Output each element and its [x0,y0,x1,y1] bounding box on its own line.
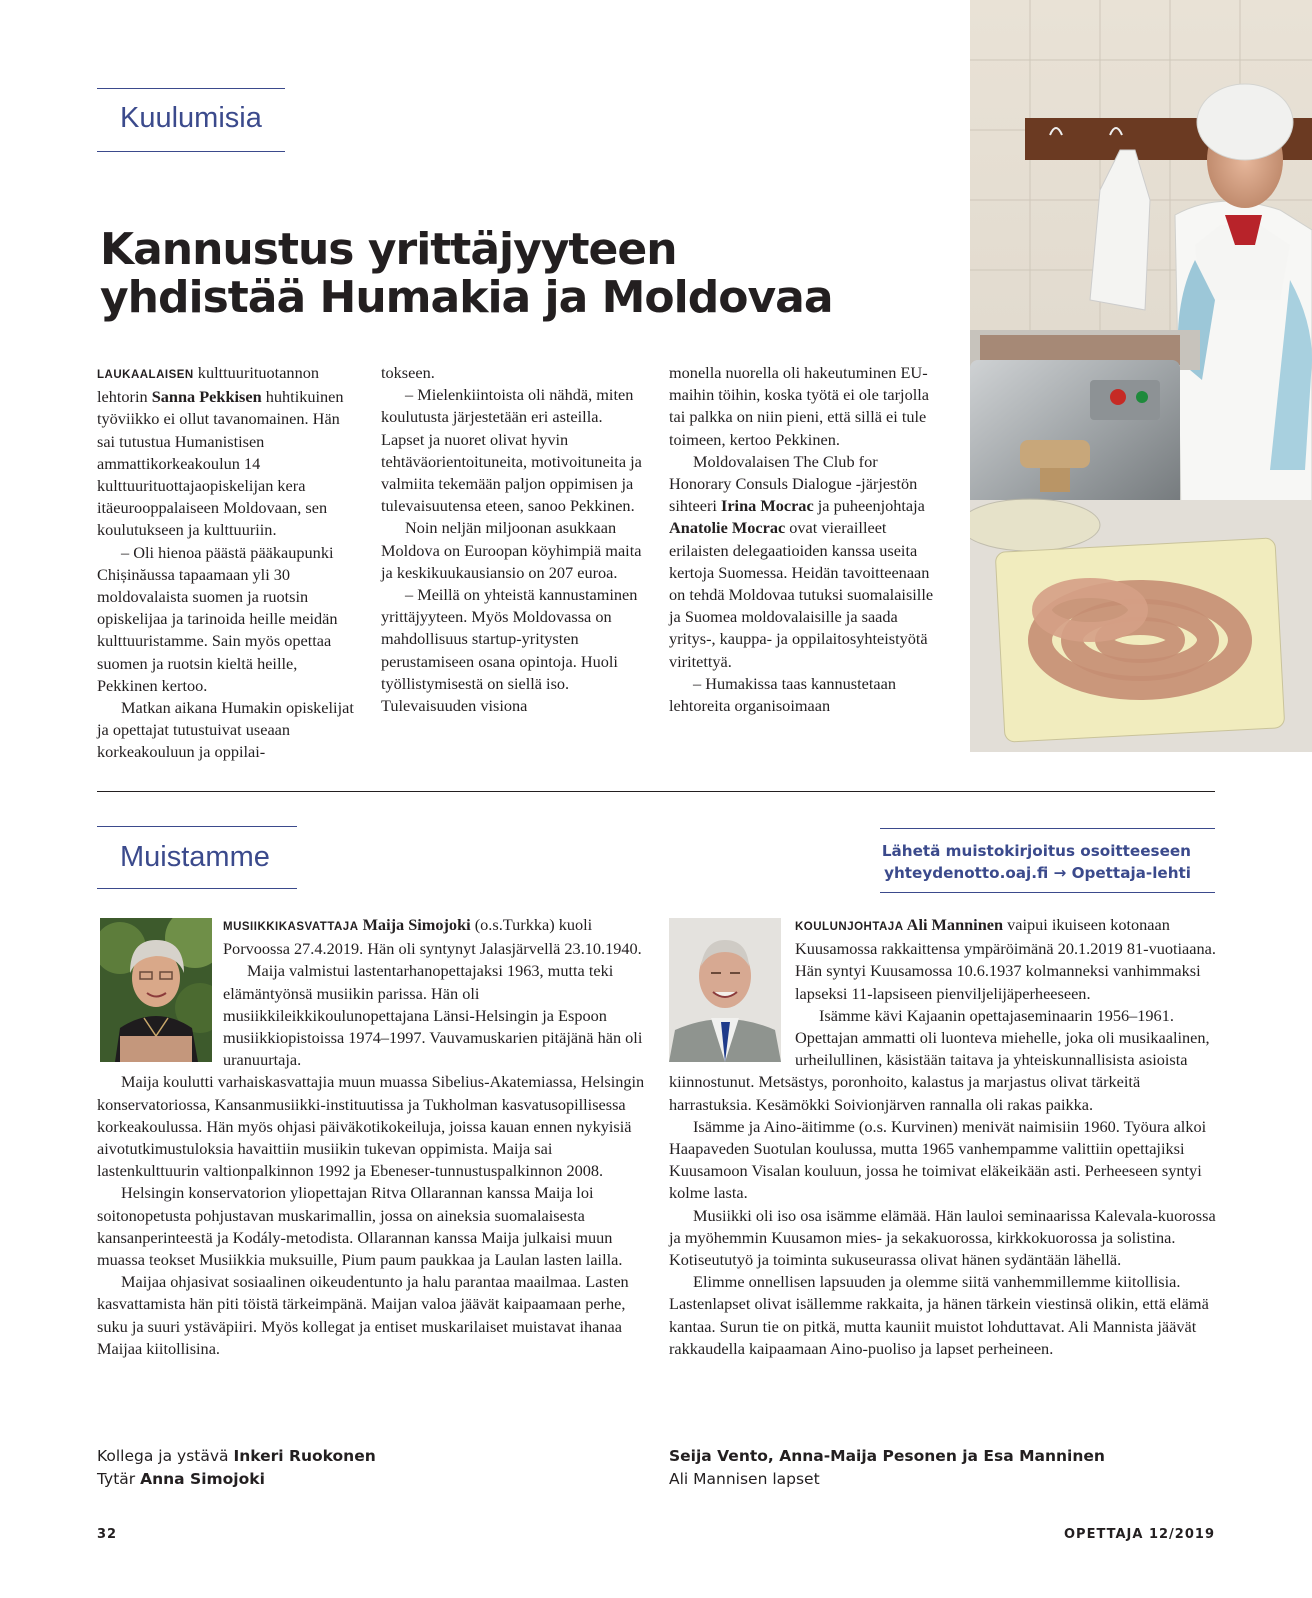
text-span: Tytär [97,1469,141,1488]
article-paragraph: – Meillä on yhteistä kannustaminen yrittäjyyteen. Myös Moldovassa on mahdollisuus startup-yritysten perustamiseen osana opintoja. Huoli työllistymisestä on siellä iso. Tulevaisuuden visiona [381,585,638,716]
section-label-kuulumisia: Kuulumisia [120,102,262,134]
article-headline [100,226,920,322]
notice-text [882,840,1191,884]
obituary-paragraph: Isämme kävi Kajaanin opettajaseminaarin 1956–1961. Opettajan ammatti oli luonteva miehelle, joka oli musikaalinen, urheilullinen, käsistään taitava ja yhteiskunnallisista asioista kiinnostunut. Metsästys, poronhoito, kalastus ja marjastus olivat tärkeitä harrastuksia. Kesämökki Soivionjärven rannalla oli rakas paikka. [669,1005,1210,1114]
obituary-right [669,914,1217,1360]
portrait-space [669,914,795,1067]
person-name: Anatolie Mocrac [669,518,786,538]
signature-line-1 [97,1445,376,1468]
obituary-paragraph: Isämme ja Aino-äitimme (o.s. Kurvinen) menivät naimisiin 1960. Työura alkoi Haapaveden Suotulan koulussa, mutta 1965 vanhempamme valittiin opettajiksi Kuusamoon Visalan kouluun, jossa he toimivat eläkeikään asti. Perheeseen syntyi kolme lasta. [669,1116,1207,1203]
article-paragraph: Noin neljän miljoonan asukkaan Moldova on Euroopan köyhimpiä maita ja keskikuukausiansio on 207 euroa. [381,518,642,582]
article-paragraph [97,362,357,542]
lead-word: KOULUNJOHTAJA [795,921,904,933]
article-paragraph: – Humakissa taas kannustetaan lehtoreita organisoimaan [669,673,897,716]
text-span: vaipui ikuiseen kotonaan Kuusamossa rakkaittensa ympäröimänä 20.1.2019 81-vuotiaana. Hän syntyi Kuusamossa 10.6.1937 kolmanneksi vanhimmaksi lapseksi 11-lapsiseen pienviljelijäperheeseen. [795,915,1216,1003]
magazine-issue: OPETTAJA 12/2019 [1064,1527,1215,1542]
page-number: 32 [97,1527,118,1542]
notice-line-1: Lähetä muistokirjoitus osoitteeseen [881,842,1191,860]
person-name: Anna Simojoki [140,1469,265,1488]
obituary-paragraph: Musiikki oli iso osa isämme elämää. Hän lauloi seminaarissa Kalevala-kuorossa ja myöhemmin Kuusamon mies- ja sekakuorossa, kirkkokuorossa ja solistina. Kotiseututyö ja toiminta sukuseurassa olivat hänen sydäntään lähellä. [669,1205,1216,1270]
signature-line-2 [97,1468,376,1491]
headline-line-2: yhdistää Humakia ja Moldovaa [100,272,833,323]
article-paragraph: – Mielenkiintoista oli nähdä, miten koulutusta järjestetään eri asteilla. Lapset ja nuoret olivat hyvin tehtäväorientoituneita, motivoituneita ja valmiita tekemään paljon oppimisen ja tulevaisuutensa eteen, sanoo Pekkinen. [381,385,642,516]
obituary-left-signature [97,1445,376,1490]
article-paragraph [669,451,937,673]
text-span: ja puheenjohtaja [813,496,925,516]
person-name: Inkeri Ruokonen [233,1447,376,1465]
headline-line-1: Kannustus yrittäjyyteen [100,224,677,275]
person-name: Ali Manninen [903,915,1004,934]
obituary-submission-notice [880,828,1215,893]
memorial-rule-top [97,826,297,827]
memorial-rule-bottom [97,888,297,889]
section-rule-top [97,88,285,89]
text-span: huhtikuinen työviikko ei ollut tavanomainen. Hän sai tutustua Humanistisen ammattikorkeakoulun 14 kulttuurituottajaopiskelijan kera itäeurooppalaiseen Moldovaan, sen koulutukseen ja kulttuuriin. [97,387,344,540]
obituary-paragraph: Maija valmistui lastentarhanopettajaksi 1963, mutta teki elämäntyönsä musiikin parissa. Hän oli musiikkileikkikoulunopettajana Länsi-Helsingin ja Espoon musiikkiopistoissa 1974–1997. Vauvamuskarien pitäjänä hän oli uranuurtaja. [223,961,643,1070]
text-span: (o.s.Turkka) kuoli Porvoossa 27.4.2019. Hän oli syntynyt Jalasjärvellä 23.10.1940. [223,915,642,959]
article-column-1 [97,362,357,764]
article-column-2 [381,362,645,717]
lead-word: MUSIIKKIKASVATTAJA [223,921,359,933]
article-column-3 [669,362,937,717]
notice-line-2: yhteydenotto.oaj.fi → Opettaja-lehti [884,864,1191,882]
person-name: Sanna Pekkisen [151,387,262,407]
signature-line-1: Seija Vento, Anna-Maija Pesonen ja Esa Manninen [669,1447,1105,1465]
article-paragraph: – Oli hienoa päästä pääkaupunki Chișinăussa tapaamaan yli 30 moldovalaista suomen ja ruotsin opiskelijaa ja tarinoida heille meidän kulttuuristamme. Sain myös opettaa suomen ja ruotsin kieltä heille, Pekkinen kertoo. [97,542,338,695]
person-name: Irina Mocrac [721,496,814,516]
obituary-paragraph: Helsingin konservatorion yliopettajan Ritva Ollarannan kanssa Maija loi soitonopetusta pohjustavan muskarimallin, jossa on aineksia suomalaisesta kansanperinteestä ja Kodály-metodista. Ollarannan kanssa Maija julkaisi muun muassa teokset Musiikkia muksuille, Pium paum paukkaa ja Laulan lasten lailla. [97,1183,623,1270]
section-label-muistamme: Muistamme [120,841,270,873]
article-paragraph: monella nuorella oli hakeutuminen EU-maihin töihin, koska työtä ei ole tarjolla tai palkka on niin pieni, että sillä ei tule toimeen, kertoo Pekkinen. [669,363,929,449]
signature-line-2: Ali Mannisen lapset [669,1469,820,1488]
text-span: Kollega ja ystävä [97,1447,234,1465]
text-span: Moldovalaisen The Club for Honorary Consuls Dialogue -järjestön sihteeri [669,451,918,516]
text-span: kulttuurituotannon lehtorin [97,363,319,407]
person-name: Maija Simojoki [358,915,471,934]
lead-word: LAUKAALAISEN [97,369,194,381]
obituary-left [97,914,645,1360]
portrait-space [97,914,223,1067]
article-paragraph: tokseen. [381,363,435,382]
obituary-paragraph: Maijaa ohjasivat sosiaalinen oikeudentunto ja halu parantaa maailmaa. Lasten kasvattamista hän piti töistä tärkeimpänä. Maijan valoa jäävät kaipaamaan perhe, suku ja suuri ystäväpiiri. Myös kollegat ja entiset muskarilaiset muistavat ihanaa Maijaa kiitollisina. [97,1272,629,1358]
text-span: ovat vierailleet erilaisten delegaatioiden kanssa useita kertoja Suomessa. Heidän tavoitteenaan on tehdä Moldovaa tutuksi suomalaisille ja Suomea moldovalaisille ja saada yritys-, kauppa- ja oppilaitosyhteistyötä viritettyä. [669,518,934,671]
section-divider [97,791,1215,792]
photo-illustration [970,0,1312,752]
obituary-paragraph: Maija koulutti varhaiskasvattajia muun muassa Sibelius-Akatemiassa, Helsingin konservatoriossa, Kansanmusiikki-instituutissa ja Tukholman kasvatusopillisessa korkeakoulussa. Hän myös ohjasi päiväkotikokeiluja, joissa kauan ennen nykyisiä aivotutkimustuloksia havaittiin musiikin tukevan oppimista. Maija sai lastenkulttuurin valtionpalkinnon 1992 ja Ebeneser-tunnustuspalkinnon 2008. [97,1072,645,1181]
section-rule-bottom [97,151,285,152]
obituary-right-signature [669,1445,1105,1490]
article-paragraph: Matkan aikana Humakin opiskelijat ja opettajat tutustuivat useaan korkeakouluun ja oppilai- [97,698,354,762]
obituary-paragraph: Elimme onnellisen lapsuuden ja olemme siitä vanhemmillemme kiitollisia. Lastenlapset olivat isällemme rakkaita, ja hänen tärkein viestinsä olikin, että elämä kantaa. Surun tie on pitkä, mutta kauniit muistot lohduttavat. Ali Mannista jäävät rakkaudella kaipaamaan Aino-puoliso ja lapset perheineen. [669,1272,1209,1358]
article-photo-sausage-making [970,0,1312,752]
